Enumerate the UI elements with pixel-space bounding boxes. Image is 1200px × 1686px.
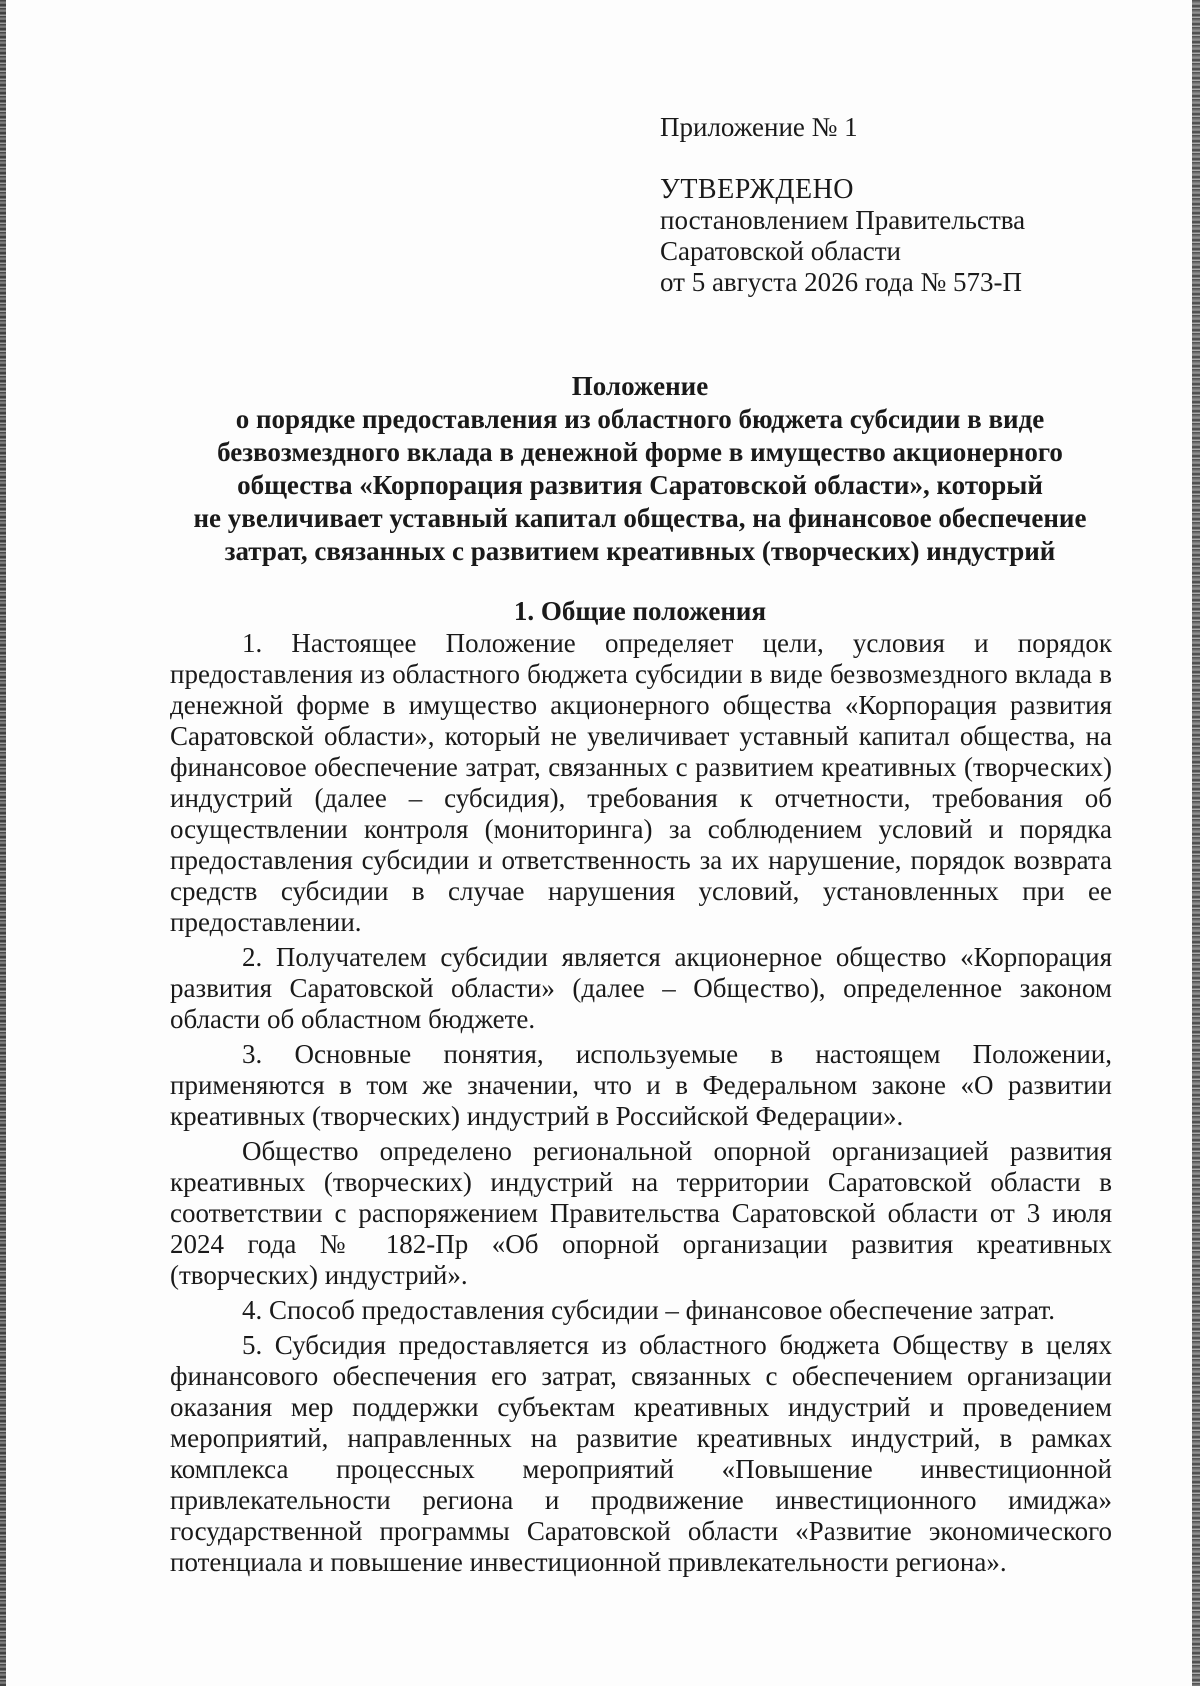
title-line-4: не увеличивает уставный капитал общества, на финансовое обеспечение	[193, 503, 1087, 533]
title-line-3: общества «Корпорация развития Саратовской области», который	[237, 470, 1043, 500]
paragraph-6: 5. Субсидия предоставляется из областного бюджета Обществу в целях финансового обеспечения его затрат, связанных с обеспечением организации оказания мер поддержки субъектам креативных индустрий и проведением мероприятий, направленных на развитие креативных индустрий, в рамках комплекса процессных мероприятий «Повышение инвестиционной привлекательности региона и продвижение инвестиционного имиджа» государственной программы Саратовской области «Развитие экономического потенциала и повышение инвестиционной привлекательности региона».	[170, 1330, 1112, 1577]
approval-line-3: от 5 августа 2026 года № 573-П	[660, 267, 1022, 297]
approval-line-2: Саратовской области	[660, 236, 901, 266]
section-body	[170, 628, 1112, 1578]
paragraph-2: 2. Получателем субсидии является акционерное общество «Корпорация развития Саратовской области» (далее – Общество), определенное законом области об областном бюджете.	[170, 942, 1112, 1034]
title-line-5: затрат, связанных с развитием креативных (творческих) индустрий	[224, 536, 1056, 566]
title-heading: Положение	[571, 371, 709, 401]
paragraph-3: 3. Основные понятия, используемые в настоящем Положении, применяются в том же значении, что и в Федеральном законе «О развитии креативных (творческих) индустрий в Российской Федерации».	[170, 1039, 1112, 1131]
paragraph-1: 1. Настоящее Положение определяет цели, условия и порядок предоставления из областного бюджета субсидии в виде безвозмездного вклада в денежной форме в имущество акционерного общества «Корпорация развития Саратовской области», который не увеличивает уставный капитал общества, на финансовое обеспечение затрат, связанных с развитием креативных (творческих) индустрий (далее – субсидия), требования к отчетности, требования об осуществлении контроля (мониторинга) за соблюдением условий и порядка предоставления субсидии и ответственность за их нарушение, порядок возврата средств субсидии в случае нарушения условий, установленных при ее предоставлении.	[170, 628, 1112, 937]
paragraph-5: 4. Способ предоставления субсидии – финансовое обеспечение затрат.	[242, 1295, 1055, 1325]
scan-edge-right	[1192, 0, 1200, 1686]
scan-edge-left	[0, 0, 6, 1686]
approved-label: УТВЕРЖДЕНО	[660, 174, 855, 205]
title-line-1: о порядке предоставления из областного бюджета субсидии в виде	[235, 404, 1045, 434]
appendix-label: Приложение № 1	[660, 112, 858, 142]
approval-block	[660, 112, 1120, 298]
title-line-2: безвозмездного вклада в денежной форме в имущество акционерного	[217, 437, 1063, 467]
paragraph-4: Общество определено региональной опорной организацией развития креативных (творческих) индустрий на территории Саратовской области в соответствии с распоряжением Правительства Саратовской области от 3 июля 2024 года № 182-Пр «Об опорной организации развития креативных (творческих) индустрий».	[170, 1136, 1112, 1290]
approval-line-1: постановлением Правительства	[660, 205, 1026, 235]
section-heading: 1. Общие положения	[513, 596, 767, 626]
document-title	[140, 370, 1140, 568]
